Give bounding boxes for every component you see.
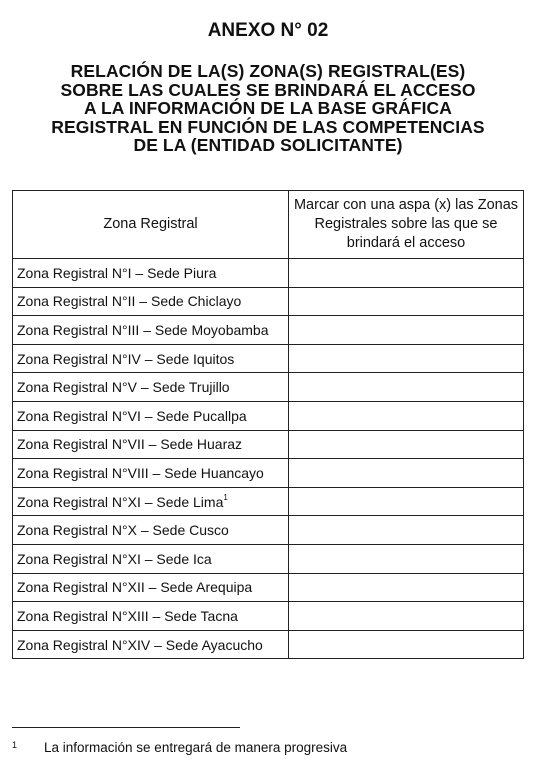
- zone-name: Zona Registral N°III – Sede Moyobamba: [17, 321, 269, 338]
- table-row: [13, 373, 524, 402]
- mark-cell[interactable]: [289, 316, 524, 345]
- mark-cell[interactable]: [289, 516, 524, 545]
- heading-line: RELACIÓN DE LA(S) ZONA(S) REGISTRAL(ES): [70, 61, 466, 81]
- zone-name-cell: [13, 316, 289, 345]
- table-row: [13, 259, 524, 288]
- zone-name-cell: [13, 516, 289, 545]
- mark-cell[interactable]: [289, 573, 524, 602]
- zone-name-cell: [13, 459, 289, 488]
- table-row: [13, 630, 524, 659]
- zone-name: Zona Registral N°II – Sede Chiclayo: [17, 293, 242, 310]
- table-header-row: [13, 191, 524, 259]
- mark-cell[interactable]: [289, 430, 524, 459]
- table-row: [13, 316, 524, 345]
- zone-name-cell: [13, 344, 289, 373]
- zone-column-header: Zona Registral: [13, 191, 289, 259]
- mark-column-header: Marcar con una aspa (x) las Zonas Registrales sobre las que se brindará el acceso: [289, 191, 524, 259]
- zones-table: [12, 190, 524, 659]
- heading-line: A LA INFORMACIÓN DE LA BASE GRÁFICA: [83, 98, 453, 119]
- table-row: [13, 487, 524, 516]
- table-row: [13, 287, 524, 316]
- annex-title: ANEXO N° 02: [207, 20, 329, 41]
- zone-name: Zona Registral N°XIV – Sede Ayacucho: [17, 636, 263, 653]
- zone-name-cell: [13, 287, 289, 316]
- zone-name: Zona Registral N°V – Sede Trujillo: [17, 379, 230, 396]
- heading-line: REGISTRAL EN FUNCIÓN DE LAS COMPETENCIAS: [51, 116, 485, 137]
- zone-name-cell: [13, 573, 289, 602]
- zone-name: Zona Registral N°VII – Sede Huaraz: [17, 436, 243, 453]
- mark-cell[interactable]: [289, 459, 524, 488]
- mark-cell[interactable]: [289, 544, 524, 573]
- zone-name-cell: [13, 430, 289, 459]
- zone-name-cell: [13, 630, 289, 659]
- table-row: [13, 430, 524, 459]
- zone-name-cell: [13, 487, 289, 516]
- table-row: [13, 602, 524, 631]
- zone-name-cell: [13, 373, 289, 402]
- mark-cell[interactable]: [289, 259, 524, 288]
- zone-name-cell: [13, 259, 289, 288]
- footnote-text: La información se entregará de manera progresiva: [44, 740, 348, 755]
- zone-name: Zona Registral N°XII – Sede Arequipa: [17, 579, 253, 596]
- zone-name: Zona Registral N°IV – Sede Iquitos: [17, 350, 235, 367]
- mark-cell[interactable]: [289, 401, 524, 430]
- zone-name: Zona Registral N°XIII – Sede Tacna: [17, 607, 238, 624]
- footnote-divider: [12, 727, 240, 728]
- table-row: [13, 516, 524, 545]
- zone-name: Zona Registral N°VI – Sede Pucallpa: [17, 407, 247, 424]
- zone-name: Zona Registral N°XI – Sede Lima: [17, 493, 224, 510]
- zone-name-cell: [13, 544, 289, 573]
- mark-cell[interactable]: [289, 373, 524, 402]
- table-row: [13, 344, 524, 373]
- mark-cell[interactable]: [289, 602, 524, 631]
- mark-cell[interactable]: [289, 344, 524, 373]
- document-heading: [6, 62, 530, 155]
- heading-line: SOBRE LAS CUALES SE BRINDARÁ EL ACCESO: [60, 79, 476, 100]
- zone-name: Zona Registral N°VIII – Sede Huancayo: [17, 464, 264, 481]
- zone-name-cell: [13, 602, 289, 631]
- zone-name-cell: [13, 401, 289, 430]
- heading-line: DE LA (ENTIDAD SOLICITANTE): [133, 135, 403, 156]
- table-row: [13, 544, 524, 573]
- table-row: [13, 459, 524, 488]
- mark-cell[interactable]: [289, 630, 524, 659]
- zone-name: Zona Registral N°I – Sede Piura: [17, 264, 217, 281]
- mark-cell[interactable]: [289, 287, 524, 316]
- zone-name: Zona Registral N°X – Sede Cusco: [17, 522, 229, 539]
- table-row: [13, 401, 524, 430]
- table-row: [13, 573, 524, 602]
- mark-cell[interactable]: [289, 487, 524, 516]
- zone-name: Zona Registral N°XI – Sede Ica: [17, 550, 212, 567]
- footnote: [12, 740, 347, 756]
- footnote-number: 1: [12, 740, 18, 750]
- footnote-reference: 1: [223, 492, 228, 502]
